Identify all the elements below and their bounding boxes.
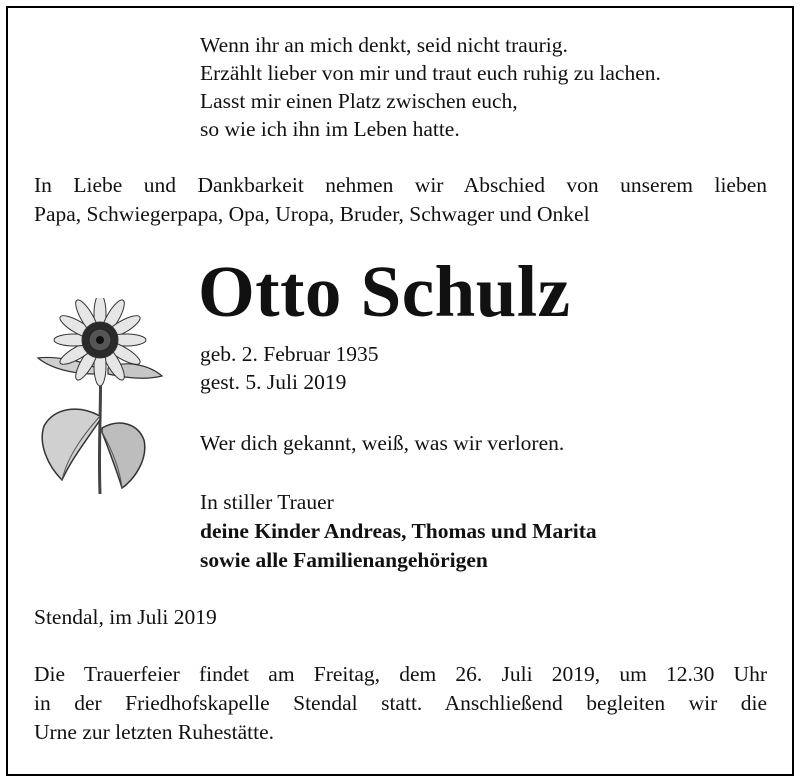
ceremony-line-3: Urne zur letzten Ruhestätte. bbox=[34, 720, 274, 744]
poem-line-2: Erzählt lieber von mir und traut euch ruhig zu lachen. bbox=[200, 61, 661, 85]
place-date: Stendal, im Juli 2019 bbox=[34, 605, 217, 629]
poem-line-4: so wie ich ihn im Leben hatte. bbox=[200, 117, 460, 141]
intro-line-2: Papa, Schwiegerpapa, Opa, Uropa, Bruder, Schwager und Onkel bbox=[34, 202, 590, 226]
mourners-family: sowie alle Familienangehörigen bbox=[200, 548, 488, 572]
mourners-intro: In stiller Trauer bbox=[200, 490, 334, 514]
poem-line-3: Lasst mir einen Platz zwischen euch, bbox=[200, 89, 518, 113]
death-date: gest. 5. Juli 2019 bbox=[200, 370, 347, 394]
ceremony-line-1: Die Trauerfeier findet am Freitag, dem 26. Juli 2019, um 12.30 Uhr bbox=[34, 662, 767, 686]
ceremony-line-2: in der Friedhofskapelle Stendal statt. Anschließend begleiten wir die bbox=[34, 691, 767, 715]
sunflower-illustration bbox=[28, 298, 190, 506]
mourners-children: deine Kinder Andreas, Thomas und Marita bbox=[200, 519, 597, 543]
birth-date: geb. 2. Februar 1935 bbox=[200, 342, 379, 366]
deceased-name: Otto Schulz bbox=[198, 251, 571, 332]
intro-line-1: In Liebe und Dankbarkeit nehmen wir Abschied von unserem lieben bbox=[34, 173, 767, 197]
poem-line-1: Wenn ihr an mich denkt, seid nicht traurig. bbox=[200, 33, 568, 57]
memorial-quote: Wer dich gekannt, weiß, was wir verloren. bbox=[200, 431, 565, 455]
